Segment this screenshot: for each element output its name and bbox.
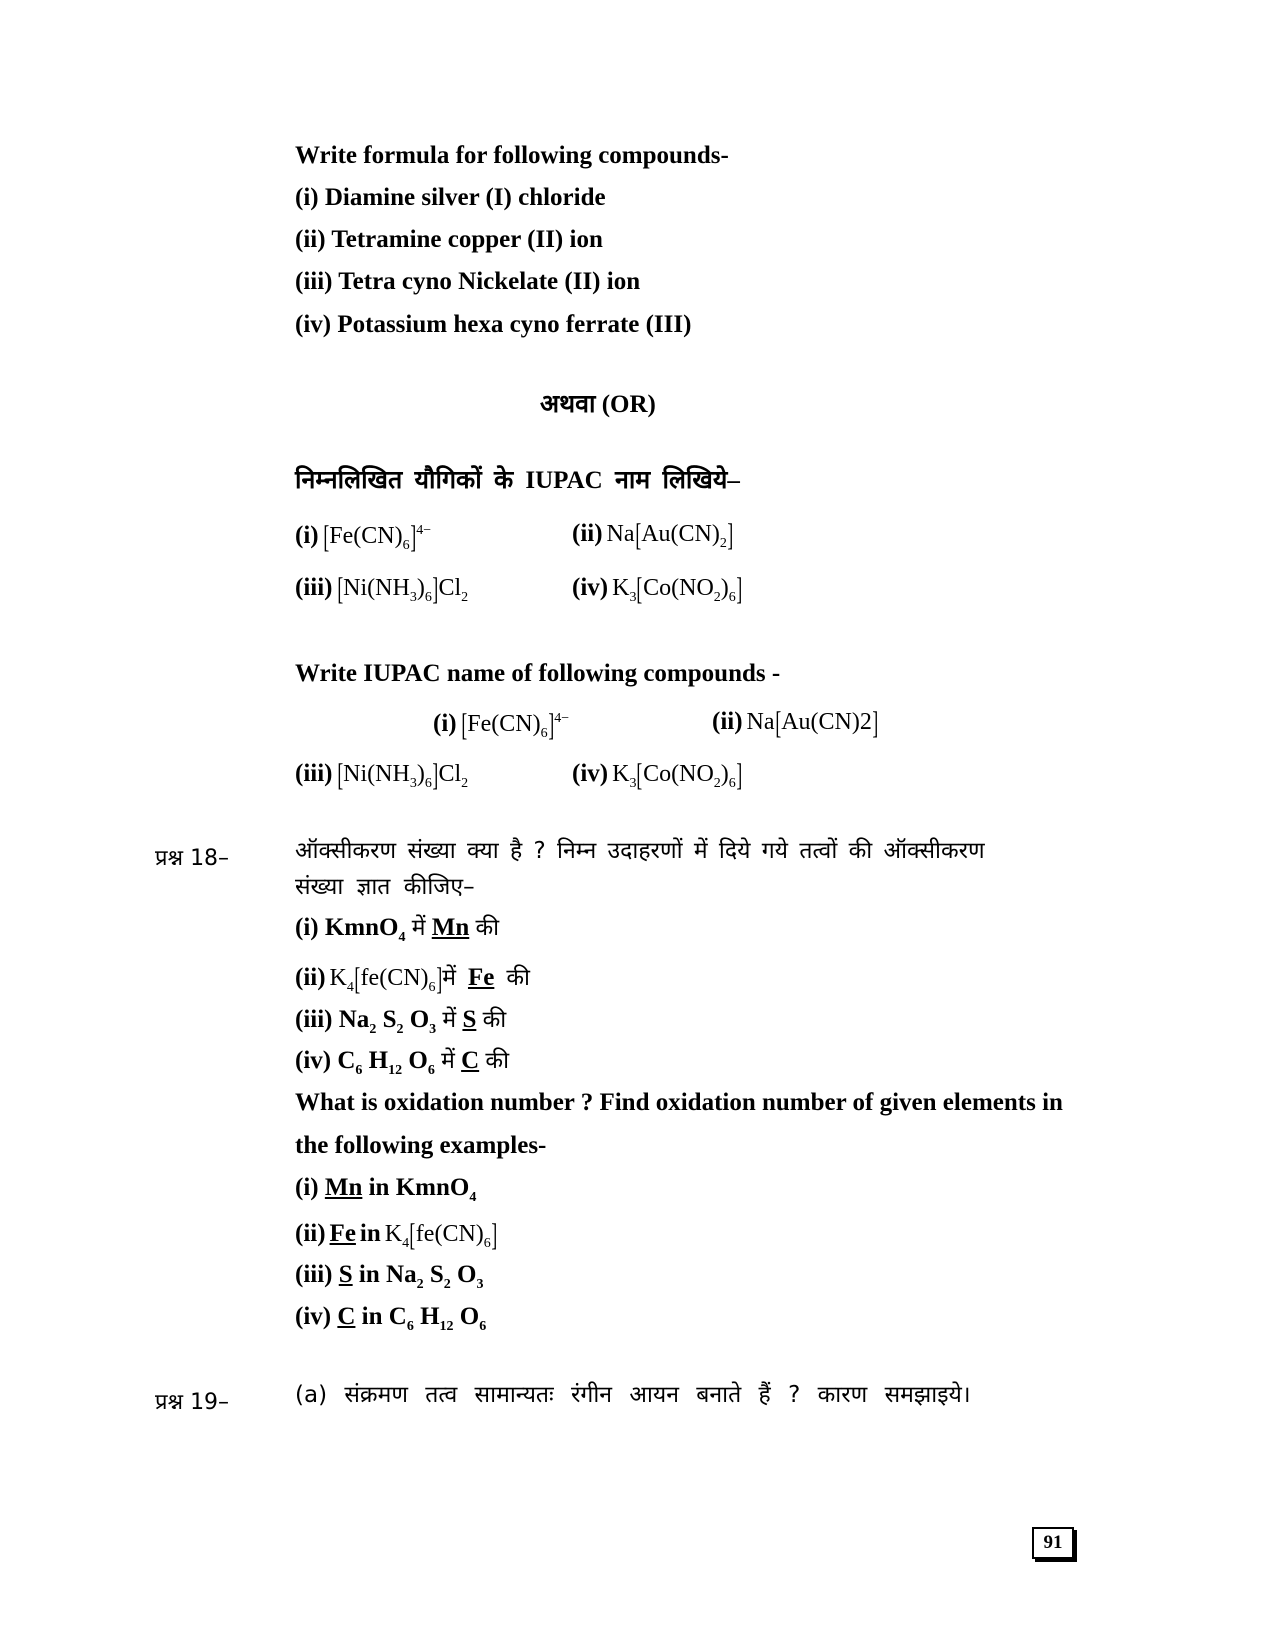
item-label: (iii) — [295, 760, 333, 787]
q18-hindi-item-1: (i) KmnO$_4$ में Mn की — [295, 914, 500, 945]
formula-ni-nh3-cl2: $[Ni(NH_3)_6]Cl_2$ — [336, 570, 469, 606]
q18-english-item-3: (iii) S in $Na_2$ $S_2$ $O_3$ — [295, 1261, 484, 1292]
hindi-iupac-item-3 — [295, 572, 468, 604]
item-label: (i) — [295, 1174, 319, 1201]
word-in-hindi: में — [411, 915, 426, 941]
word-of-hindi: की — [475, 915, 500, 941]
q19-text: (a) संक्रमण तत्व सामान्यतः रंगीन आयन बनाते हैं ? कारण समझाइये। — [295, 1382, 971, 1408]
item-label: (ii) — [295, 964, 326, 991]
word-in: in — [361, 1303, 383, 1330]
item-label: (iii) — [295, 1261, 333, 1288]
item-label: (ii) — [295, 1220, 326, 1247]
page-number: 91 — [1032, 1527, 1074, 1559]
formula-item-4: (iv) Potassium hexa cyno ferrate (III) — [295, 311, 692, 338]
or-divider: अथवा (OR) — [540, 391, 656, 418]
english-iupac-item-2 — [712, 706, 879, 738]
item-label: (iv) — [572, 574, 609, 601]
hindi-iupac-heading: निम्नलिखित यौगिकों के IUPAC नाम लिखिये– — [295, 467, 740, 494]
item-label: (i) — [295, 914, 319, 941]
formula-na-au-cn2: $Na[Au(CN)_2]$ — [606, 516, 734, 552]
word-in: in — [368, 1174, 390, 1201]
item-label: (iv) — [295, 1303, 332, 1330]
q18-hindi-line1: ऑक्सीकरण संख्या क्या है ? निम्न उदाहरणों में दिये गये तत्वों की ऑक्सीकरण — [295, 838, 985, 864]
q18-hindi-item-3: (iii) $Na_2$ $S_2$ $O_3$ में S की — [295, 1006, 507, 1037]
item-label: (i) — [295, 522, 319, 549]
formula-na-au-cn-2: Na[Au(CN)2] — [746, 704, 879, 740]
q18-hindi-item-2: (ii) $K_4[fe(CN)_6]में$ Fe की — [295, 960, 530, 996]
q18-english-line1: What is oxidation number ? Find oxidation number of given elements in — [295, 1089, 1063, 1116]
word-in-hindi: में — [442, 1007, 457, 1033]
word-of-hindi: की — [482, 1007, 507, 1033]
q18-english-line2: the following examples- — [295, 1132, 547, 1159]
formula-fe-cn6: $[Fe(CN)_6]^{4-}$ — [461, 706, 570, 742]
formula-heading: Write formula for following compounds- — [295, 142, 729, 169]
english-iupac-heading: Write IUPAC name of following compounds - — [295, 660, 781, 687]
word-in: in — [359, 1220, 381, 1247]
q18-english-item-2: (ii) Fe in $K_4[fe(CN)_6]$ — [295, 1216, 498, 1252]
item-label: (iv) — [295, 1047, 332, 1074]
item-label: (iii) — [295, 1006, 333, 1033]
hindi-iupac-item-4 — [572, 572, 742, 604]
word-in-hindi: में — [442, 965, 456, 991]
formula-k3-co-no2: $K_3[Co(NO_2)_6]$ — [612, 756, 743, 792]
q18-english-item-1: (i) Mn in KmnO$_4$ — [295, 1174, 477, 1205]
question-19-number: प्रश्न 19– — [155, 1390, 230, 1415]
item-label: (i) — [433, 710, 457, 737]
hindi-iupac-item-1 — [295, 520, 431, 552]
formula-item-2: (ii) Tetramine copper (II) ion — [295, 226, 603, 253]
word-of-hindi: की — [506, 965, 530, 991]
word-in: in — [358, 1261, 380, 1288]
hindi-iupac-item-2 — [572, 518, 734, 550]
item-label: (ii) — [712, 708, 743, 735]
word-of-hindi: की — [485, 1048, 510, 1074]
formula-fe-cn6: $[Fe(CN)_6]^{4-}$ — [323, 518, 432, 554]
english-iupac-item-1 — [433, 708, 569, 740]
formula-k3-co-no2: $K_3[Co(NO_2)_6]$ — [612, 570, 743, 606]
question-18-number: प्रश्न 18– — [155, 846, 230, 871]
formula-item-1: (i) Diamine silver (I) chloride — [295, 184, 606, 211]
item-label: (iii) — [295, 574, 333, 601]
english-iupac-item-4 — [572, 758, 742, 790]
english-iupac-item-3 — [295, 758, 468, 790]
word-in-hindi: में — [441, 1048, 455, 1074]
formula-ni-nh3-cl2: $[Ni(NH_3)_6]Cl_2$ — [336, 756, 469, 792]
item-label: (ii) — [572, 520, 603, 547]
q18-english-item-4: (iv) C in $C_6$ $H_{12}$ $O_6$ — [295, 1303, 487, 1334]
item-label: (iv) — [572, 760, 609, 787]
q18-hindi-line2: संख्या ज्ञात कीजिए– — [295, 874, 475, 900]
q18-hindi-item-4: (iv) $C_6$ $H_{12}$ $O_6$ में C की — [295, 1047, 510, 1078]
formula-item-3: (iii) Tetra cyno Nickelate (II) ion — [295, 268, 641, 295]
